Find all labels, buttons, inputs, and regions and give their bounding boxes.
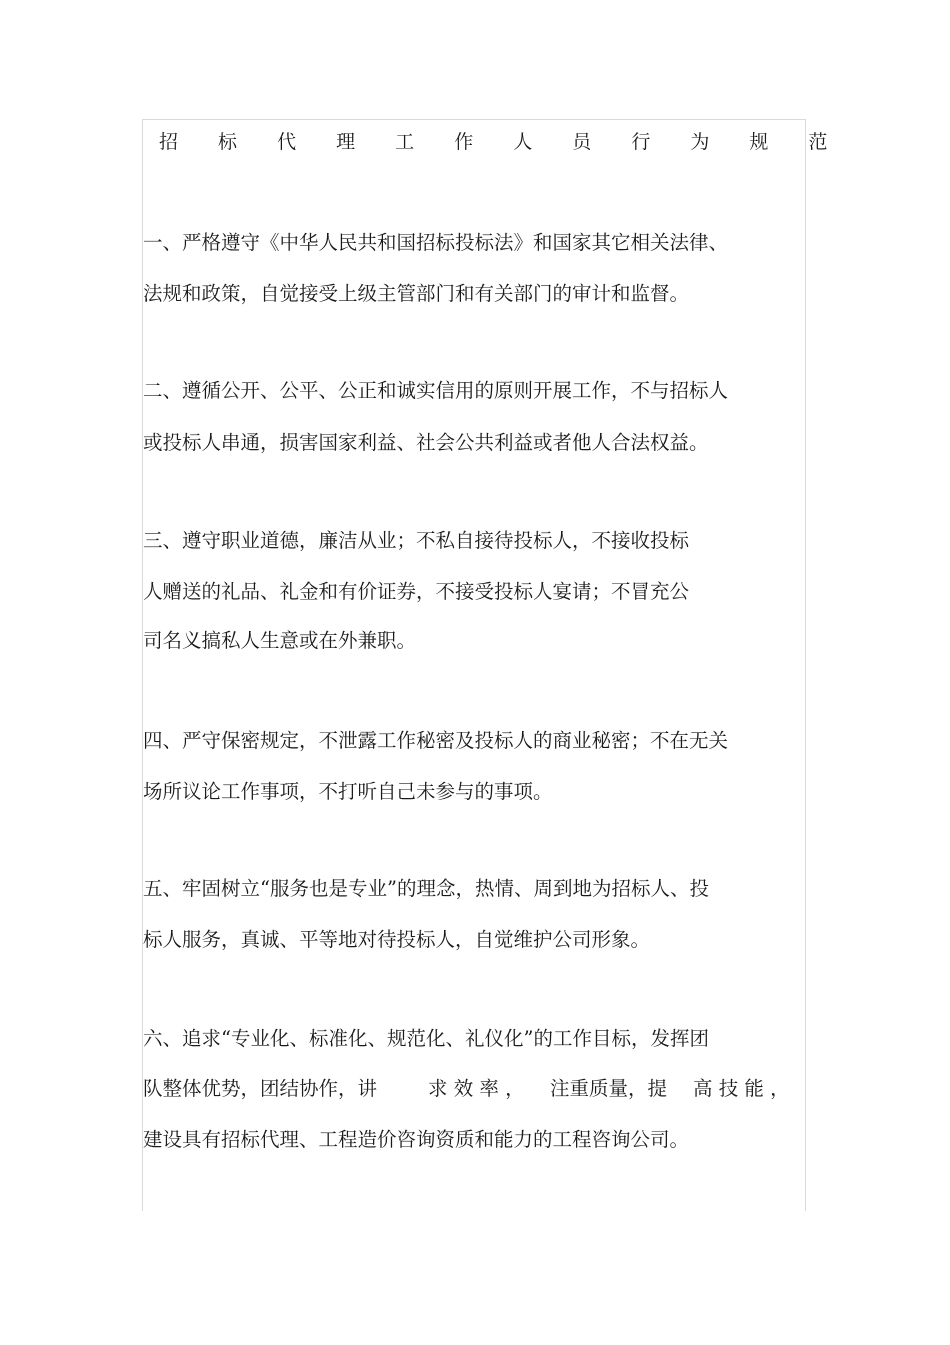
paragraph-5-line-1: 五、牢固树立“服务也是专业”的理念，热情、周到地为招标人、投 — [143, 877, 709, 900]
paragraph-6-line-2-part-2: 求 效 率 ， — [428, 1077, 525, 1100]
document-title: 招 标 代 理 工 作 人 员 行 为 规 范 — [159, 131, 845, 153]
paragraph-2-line-1: 二、遵循公开、公平、公正和诚实信用的原则开展工作，不与招标人 — [143, 379, 729, 402]
paragraph-6-line-3: 建设具有招标代理、工程造价咨询资质和能力的工程咨询公司。 — [143, 1128, 690, 1151]
paragraph-1-line-2: 法规和政策，自觉接受上级主管部门和有关部门的审计和监督。 — [143, 282, 690, 305]
paragraph-3-line-3: 司名义搞私人生意或在外兼职。 — [143, 629, 417, 652]
paragraph-1-line-1: 一、严格遵守《中华人民共和国招标投标法》和国家其它相关法律、 — [143, 231, 729, 254]
paragraph-5-line-2: 标人服务，真诚、平等地对待投标人，自觉维护公司形象。 — [143, 928, 651, 951]
paragraph-6-line-2-part-3: 注重质量，提 — [550, 1077, 668, 1100]
paragraph-4-line-1: 四、严守保密规定，不泄露工作秘密及投标人的商业秘密；不在无关 — [143, 729, 729, 752]
paragraph-6-line-1: 六、追求“专业化、标准化、规范化、礼仪化”的工作目标，发挥团 — [143, 1027, 709, 1050]
paragraph-3-line-1: 三、遵守职业道德，廉洁从业；不私自接待投标人，不接收投标 — [143, 529, 690, 552]
paragraph-2-line-2: 或投标人串通，损害国家利益、社会公共利益或者他人合法权益。 — [143, 431, 709, 454]
paragraph-6-line-2-part-1: 队整体优势，团结协作，讲 — [143, 1077, 378, 1100]
paragraph-4-line-2: 场所议论工作事项，不打听自己未参与的事项。 — [143, 780, 553, 803]
paragraph-3-line-2: 人赠送的礼品、礼金和有价证券，不接受投标人宴请；不冒充公 — [143, 580, 690, 603]
paragraph-6-line-2-part-4: 高 技 能 ， — [693, 1077, 790, 1100]
